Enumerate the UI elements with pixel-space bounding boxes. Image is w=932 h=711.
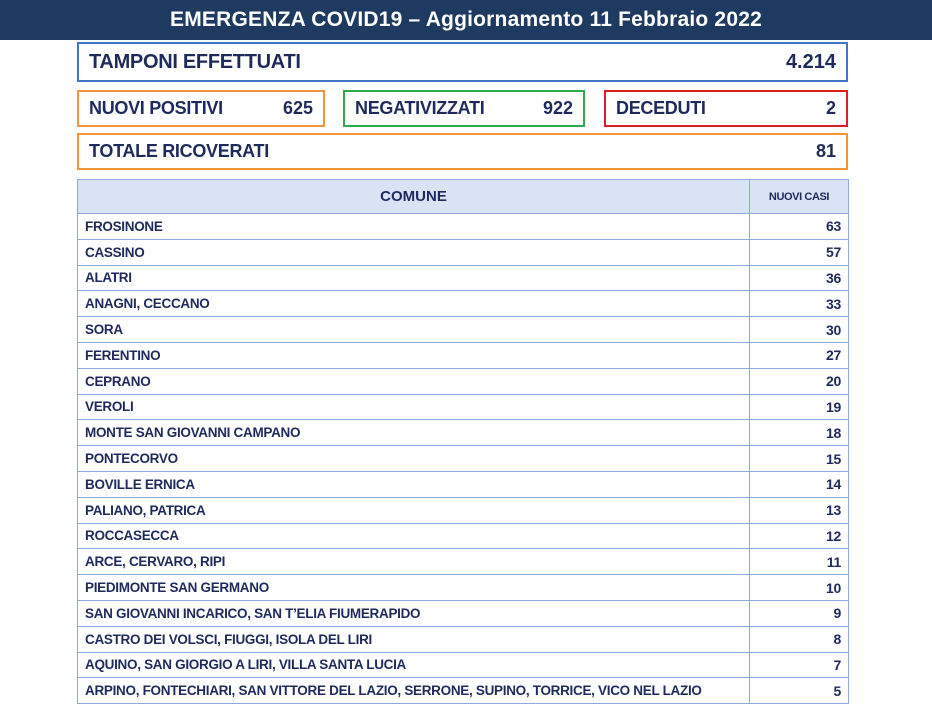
casi-cell: 30	[750, 317, 849, 343]
table-row	[78, 317, 849, 343]
casi-cell: 15	[750, 446, 849, 472]
tamponi-box	[77, 42, 848, 82]
comune-cell: CASTRO DEI VOLSCI, FIUGGI, ISOLA DEL LIRI	[78, 626, 750, 652]
casi-cell: 14	[750, 471, 849, 497]
table-row	[78, 239, 849, 265]
table-row	[78, 265, 849, 291]
table-row	[78, 497, 849, 523]
casi-cell: 9	[750, 600, 849, 626]
comune-cell: PALIANO, PATRICA	[78, 497, 750, 523]
deceduti-box	[604, 90, 848, 127]
casi-cell: 20	[750, 368, 849, 394]
table-row	[78, 523, 849, 549]
comune-cell: SAN GIOVANNI INCARICO, SAN T’ELIA FIUMERAPIDO	[78, 600, 750, 626]
comune-cell: AQUINO, SAN GIORGIO A LIRI, VILLA SANTA LUCIA	[78, 652, 750, 678]
header-nuovi-casi: NUOVI CASI	[750, 180, 849, 214]
comune-cell: ARPINO, FONTECHIARI, SAN VITTORE DEL LAZIO, SERRONE, SUPINO, TORRICE, VICO NEL LAZIO	[78, 678, 750, 704]
comune-cell: ANAGNI, CECCANO	[78, 291, 750, 317]
page-title: EMERGENZA COVID19 – Aggiornamento 11 Febbraio 2022	[0, 0, 932, 40]
table-row	[78, 394, 849, 420]
comune-cell: CEPRANO	[78, 368, 750, 394]
table-row	[78, 652, 849, 678]
comune-cell: ALATRI	[78, 265, 750, 291]
table-row	[78, 575, 849, 601]
header-comune: COMUNE	[78, 180, 750, 214]
tamponi-label: TAMPONI EFFETTUATI	[89, 50, 301, 73]
comune-cell: SORA	[78, 317, 750, 343]
comune-cell: FERENTINO	[78, 342, 750, 368]
comune-cell: FROSINONE	[78, 214, 750, 240]
table-row	[78, 678, 849, 704]
casi-cell: 11	[750, 549, 849, 575]
table-row	[78, 446, 849, 472]
table-row	[78, 549, 849, 575]
comune-cell: ROCCASECCA	[78, 523, 750, 549]
casi-cell: 36	[750, 265, 849, 291]
casi-cell: 63	[750, 214, 849, 240]
casi-cell: 19	[750, 394, 849, 420]
casi-cell: 18	[750, 420, 849, 446]
ricoverati-value: 81	[815, 141, 836, 161]
casi-cell: 33	[750, 291, 849, 317]
casi-cell: 7	[750, 652, 849, 678]
casi-cell: 5	[750, 678, 849, 704]
comune-cell: VEROLI	[78, 394, 750, 420]
table-row	[78, 368, 849, 394]
table-row	[78, 471, 849, 497]
table-row	[78, 626, 849, 652]
table-row	[78, 291, 849, 317]
comune-cell: ARCE, CERVARO, RIPI	[78, 549, 750, 575]
casi-cell: 10	[750, 575, 849, 601]
table-row	[78, 214, 849, 240]
table-row	[78, 600, 849, 626]
tamponi-value: 4.214	[785, 50, 836, 73]
casi-cell: 27	[750, 342, 849, 368]
deceduti-value: 2	[825, 98, 836, 118]
comune-cell: CASSINO	[78, 239, 750, 265]
negativizzati-label: NEGATIVIZZATI	[355, 98, 485, 118]
positivi-value: 625	[282, 98, 313, 118]
negativizzati-box	[343, 90, 585, 127]
table-row	[78, 420, 849, 446]
positivi-box	[77, 90, 325, 127]
comune-cell: BOVILLE ERNICA	[78, 471, 750, 497]
casi-cell: 8	[750, 626, 849, 652]
ricoverati-label: TOTALE RICOVERATI	[89, 141, 269, 161]
positivi-label: NUOVI POSITIVI	[89, 98, 223, 118]
table-row	[78, 342, 849, 368]
ricoverati-box	[77, 133, 848, 170]
casi-cell: 13	[750, 497, 849, 523]
table-header-row	[78, 180, 849, 214]
deceduti-label: DECEDUTI	[616, 98, 706, 118]
comune-cell: PIEDIMONTE SAN GERMANO	[78, 575, 750, 601]
comune-cell: PONTECORVO	[78, 446, 750, 472]
casi-cell: 57	[750, 239, 849, 265]
comuni-table	[77, 179, 849, 704]
negativizzati-value: 922	[542, 98, 573, 118]
casi-cell: 12	[750, 523, 849, 549]
comune-cell: MONTE SAN GIOVANNI CAMPANO	[78, 420, 750, 446]
